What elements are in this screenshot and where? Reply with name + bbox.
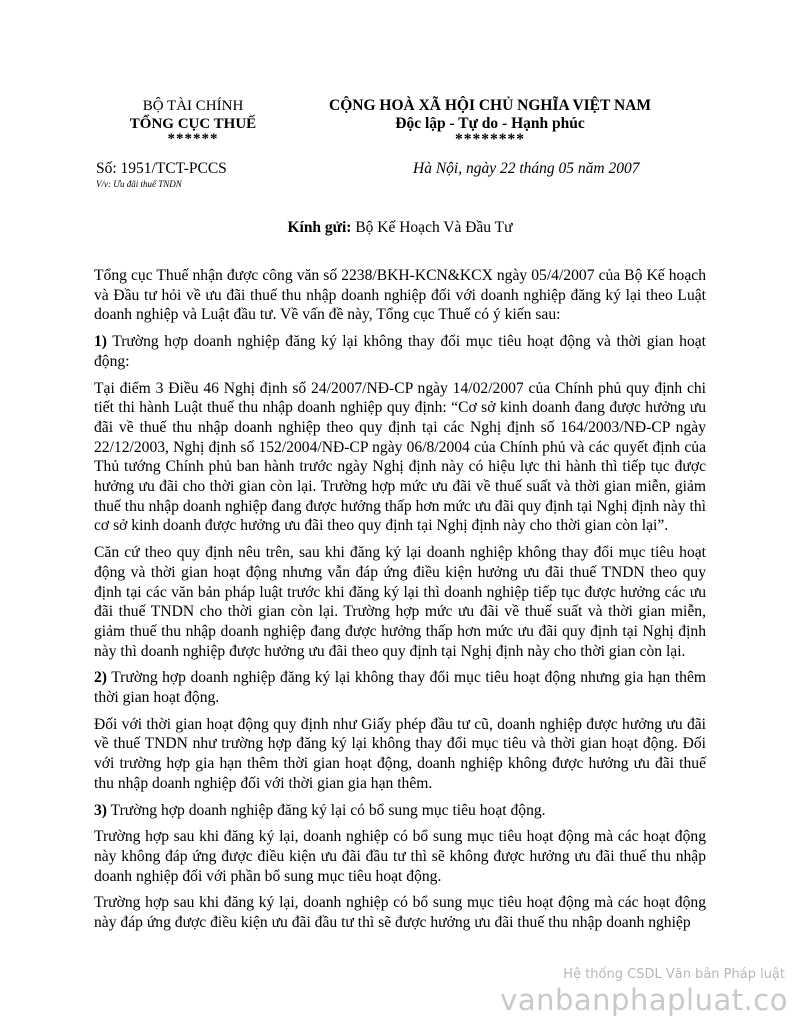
country-name: CỘNG HOÀ XÃ HỘI CHỦ NGHĨA VIỆT NAM bbox=[329, 97, 651, 114]
section-3-paragraph-1: Trường hợp sau khi đăng ký lại, doanh nghiệp có bổ sung mục tiêu hoạt động mà các hoạt động này không đáp ứng được điều kiện ưu đãi đầu tư thì sẽ không được hưởng ưu đãi thuế thu nhập doanh nghiệp đối với phần bổ sung mục tiêu hoạt động. bbox=[94, 828, 706, 885]
section-3-title: Trường hợp doanh nghiệp đăng ký lại có bổ sung mục tiêu hoạt động. bbox=[110, 801, 546, 819]
issuer-block bbox=[108, 97, 278, 146]
recipient-label: Kính gửi: bbox=[287, 219, 352, 236]
section-1-paragraph-1: Tại điểm 3 Điều 46 Nghị định số 24/2007/NĐ-CP ngày 14/02/2007 của Chính phủ quy định chi tiết thi hành Luật thuế thu nhập doanh nghiệp quy định: “Cơ sở kinh doanh đang được hưởng ưu đãi về thuế thu nhập doanh nghiệp theo quy định tại các Nghị định số 164/2003/NĐ-CP ngày 22/12/2003, Nghị định số 152/2004/NĐ-CP ngày 06/8/2004 của Chính phủ và các quyết định của Thủ tướng Chính phủ ban hành trước ngày Nghị định này có hiệu lực thi hành thì tiếp tục được hưởng ưu đãi cho thời gian còn lại. Trường hợp mức ưu đãi về thuế suất và thời gian miễn, giảm thuế thu nhập doanh nghiệp đang được hưởng thấp hơn mức ưu đãi quy định tại Nghị định này thì cơ sở kinh doanh được hưởng ưu đãi theo quy định tại Nghị định này cho thời gian còn lại”. bbox=[94, 379, 706, 535]
letter-body bbox=[94, 266, 706, 940]
intro-paragraph: Tổng cục Thuế nhận được công văn số 2238/BKH-KCN&KCX ngày 05/4/2007 của Bộ Kế hoạch và Đầu tư hỏi về ưu đãi thuế thu nhập doanh nghiệp đối với doanh nghiệp đăng ký lại theo Luật doanh nghiệp và Luật đầu tư. Về vấn đề này, Tổng cục Thuế có ý kiến sau: bbox=[94, 267, 706, 324]
section-1-heading bbox=[94, 332, 706, 371]
section-1-title: Trường hợp doanh nghiệp đăng ký lại không thay đổi mục tiêu hoạt động và thời gian hoạt động: bbox=[94, 333, 706, 370]
watermark-caption: Hệ thống CSDL Văn bản Pháp luật bbox=[563, 967, 785, 982]
document-number: Số: 1951/TCT-PCCS bbox=[96, 160, 227, 177]
issuer-stars: ****** bbox=[167, 131, 219, 147]
section-2-paragraph-1: Đối với thời gian hoạt động quy định như Giấy phép đầu tư cũ, doanh nghiệp được hưởng ưu đãi về thuế TNDN như trường hợp đăng ký lại không thay đổi mục tiêu và thời gian hoạt động. Đối với trường hợp gia hạn thêm thời gian hoạt động, doanh nghiệp không được hưởng ưu đãi thuế thu nhập doanh nghiệp đối với thời gian gia hạn thêm. bbox=[94, 715, 706, 792]
section-1-number: 1) bbox=[94, 333, 107, 351]
section-3-number: 3) bbox=[94, 801, 107, 819]
section-3-heading bbox=[94, 801, 706, 821]
place-date: Hà Nội, ngày 22 tháng 05 năm 2007 bbox=[413, 160, 640, 177]
motto-stars: ******** bbox=[455, 131, 525, 148]
ministry-name: BỘ TÀI CHÍNH bbox=[142, 98, 244, 114]
section-3-paragraph-2: Trường hợp sau khi đăng ký lại, doanh nghiệp có bổ sung mục tiêu hoạt động mà các hoạt động này đáp ứng được điều kiện ưu đãi đầu tư thì sẽ được hưởng ưu đãi thuế thu nhập doanh nghiệp bbox=[94, 894, 706, 932]
watermark-site: vanbanphapluat.co bbox=[500, 983, 788, 1017]
document-subject: V/v: Ưu đãi thuế TNDN bbox=[96, 179, 182, 189]
section-2-title: Trường hợp doanh nghiệp đăng ký lại không thay đổi mục tiêu hoạt động nhưng gia hạn thêm thời gian hoạt động. bbox=[94, 669, 706, 707]
section-2-heading bbox=[94, 668, 706, 707]
motto: Độc lập - Tự do - Hạnh phúc bbox=[395, 115, 585, 132]
recipient-line bbox=[0, 219, 800, 237]
section-1-paragraph-2: Căn cứ theo quy định nêu trên, sau khi đăng ký lại doanh nghiệp không thay đổi mục tiêu hoạt động và thời gian hoạt động nhưng vẫn đáp ứng điều kiện hưởng ưu đãi thuế TNDN theo quy định tại các văn bản pháp luật trước khi đăng ký lại thì doanh nghiệp tiếp tục được hưởng các ưu đãi thuế TNDN cho thời gian còn lại. Trường hợp mức ưu đãi về thuế suất và thời gian miễn, giảm thuế thu nhập doanh nghiệp đang được hưởng thấp hơn mức ưu đãi quy định tại Nghị định này thì doanh nghiệp được hưởng ưu đãi theo quy định tại Nghị định này cho thời gian còn lại. bbox=[94, 544, 706, 660]
national-heading bbox=[300, 97, 680, 146]
department-name: TỔNG CỤC THUẾ bbox=[129, 116, 257, 132]
section-2-number: 2) bbox=[94, 669, 107, 687]
recipient-name: Bộ Kế Hoạch Và Đầu Tư bbox=[355, 219, 513, 236]
